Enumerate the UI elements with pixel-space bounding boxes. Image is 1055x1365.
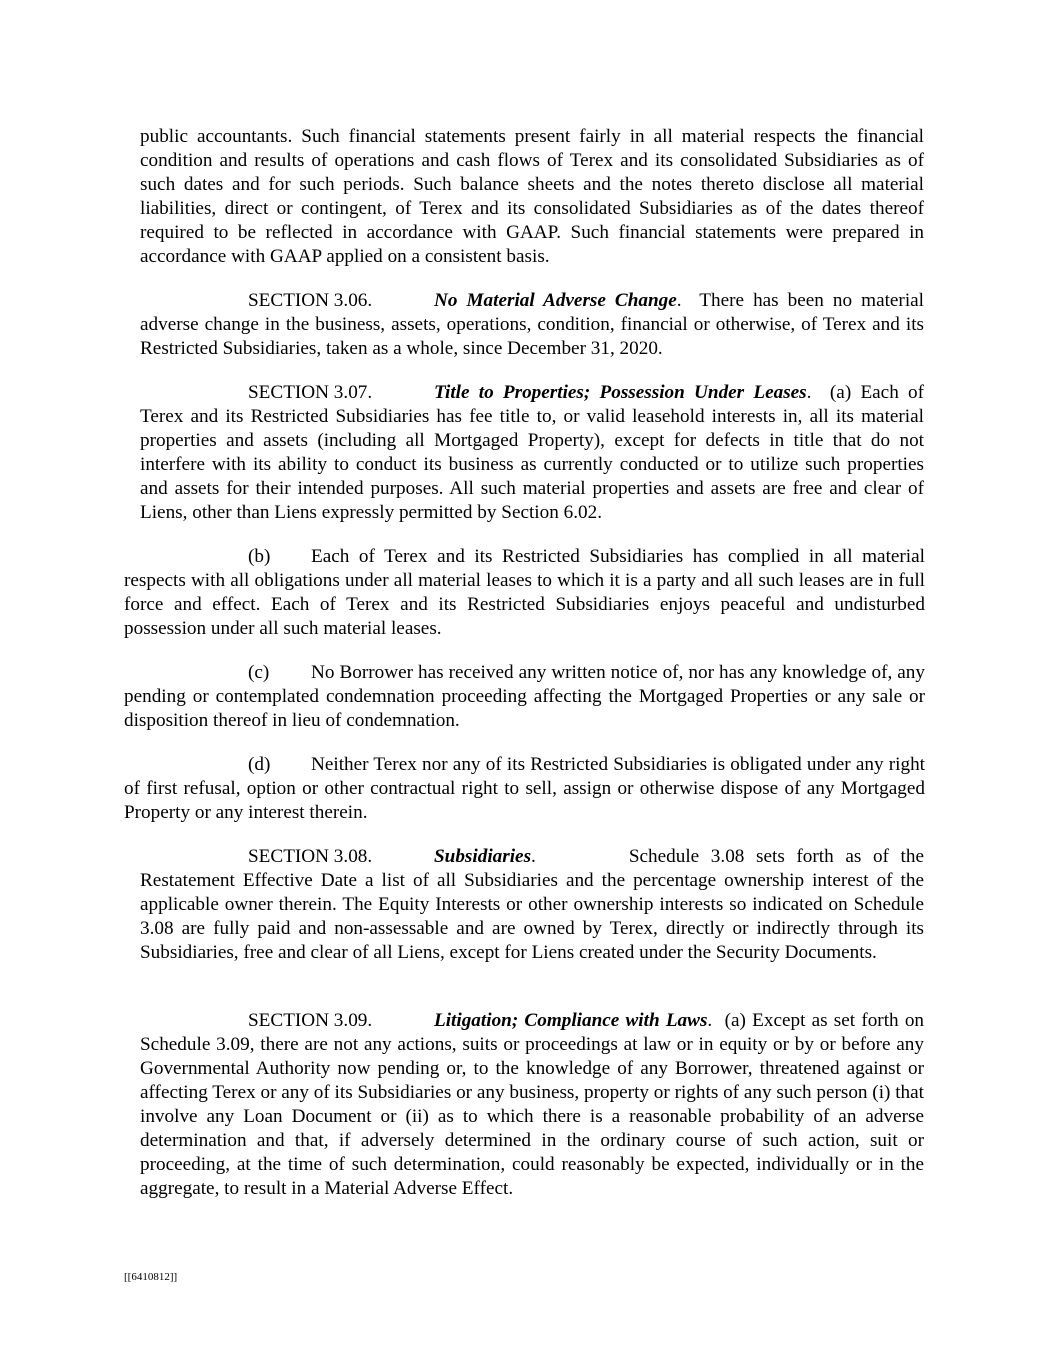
section-title-period: .: [707, 1010, 713, 1031]
section-title: No Material Adverse Change: [434, 290, 677, 311]
section-title-period: .: [531, 846, 536, 867]
section-title-period: .: [806, 382, 812, 403]
section-title: Litigation; Compliance with Laws: [434, 1010, 708, 1031]
section-number: SECTION 3.09.: [248, 1010, 373, 1031]
subsection-label: (d): [248, 754, 271, 775]
section-number: SECTION 3.08.: [248, 846, 373, 867]
section-3-07-d: [124, 753, 925, 825]
section-number: SECTION 3.06.: [248, 290, 373, 311]
subsection-body: No Borrower has received any written notice of, nor has any knowledge of, any pending or contemplated condemnation proceeding affecting the Mortgaged Properties or any sale or disposition thereof in lieu of condemnation.: [124, 662, 925, 731]
section-3-06: [140, 289, 924, 361]
subsection-body: Neither Terex nor any of its Restricted Subsidiaries is obligated under any right of first refusal, option or other contractual right to sell, assign or otherwise dispose of any Mortgaged Property or any interest therein.: [124, 754, 925, 823]
intro-text: public accountants. Such financial statements present fairly in all material respects the financial condition and results of operations and cash flows of Terex and its consolidated Subsidiaries as of such dates and for such periods. Such balance sheets and the notes thereto disclose all material liabilities, direct or contingent, of Terex and its consolidated Subsidiaries as of the dates thereof required to be reflected in accordance with GAAP. Such financial statements were prepared in accordance with GAAP applied on a consistent basis.: [140, 126, 924, 267]
section-3-09: [140, 1009, 924, 1201]
section-body: (a) Each of Terex and its Restricted Subsidiaries has fee title to, or valid leasehold interests in, all its material properties and assets (including all Mortgaged Property), except for defects in title that do not interfere with its ability to conduct its business as currently conducted or to utilize such properties and assets for their intended purposes. All such material properties and assets are free and clear of Liens, other than Liens expressly permitted by Section 6.02.: [140, 382, 925, 523]
section-3-07-b: [124, 545, 925, 641]
section-body: There has been no material adverse change in the business, assets, operations, condition, financial or otherwise, of Terex and its Restricted Subsidiaries, taken as a whole, since December 31, 2020.: [140, 290, 924, 359]
section-3-08: [140, 845, 924, 965]
section-3-07-c: [124, 661, 925, 733]
footer-doc-id: [[6410812]]: [124, 1271, 178, 1283]
intro-paragraph: [140, 125, 924, 269]
section-title-period: .: [676, 290, 682, 311]
subsection-label: (b): [248, 546, 271, 567]
section-title: Subsidiaries: [434, 846, 532, 867]
subsection-label: (c): [248, 662, 270, 683]
subsection-body: Each of Terex and its Restricted Subsidiaries has complied in all material respects with all obligations under all material leases to which it is a party and all such leases are in full force and effect. Each of Terex and its Restricted Subsidiaries enjoys peaceful and undisturbed possession under all such material leases.: [124, 546, 925, 639]
section-number: SECTION 3.07.: [248, 382, 373, 403]
section-title: Title to Properties; Possession Under Leases: [434, 382, 807, 403]
section-body: (a) Except as set forth on Schedule 3.09, there are not any actions, suits or proceedings at law or in equity or by or before any Governmental Authority now pending or, to the knowledge of any Borrower, threatened against or affecting Terex or any of its Subsidiaries or any business, property or rights of any such person (i) that involve any Loan Document or (ii) as to which there is a reasonable probability of an adverse determination and that, if adversely determined in the ordinary course of such action, suit or proceeding, at the time of such determination, could reasonably be expected, individually or in the aggregate, to result in a Material Adverse Effect.: [140, 1010, 925, 1199]
section-body: Schedule 3.08 sets forth as of the Restatement Effective Date a list of all Subsidiaries and the percentage ownership interest of the applicable owner therein. The Equity Interests or other ownership interests so indicated on Schedule 3.08 are fully paid and non-assessable and are owned by Terex, directly or indirectly through its Subsidiaries, free and clear of all Liens, except for Liens created under the Security Documents.: [140, 846, 924, 963]
section-3-07: [140, 381, 924, 525]
